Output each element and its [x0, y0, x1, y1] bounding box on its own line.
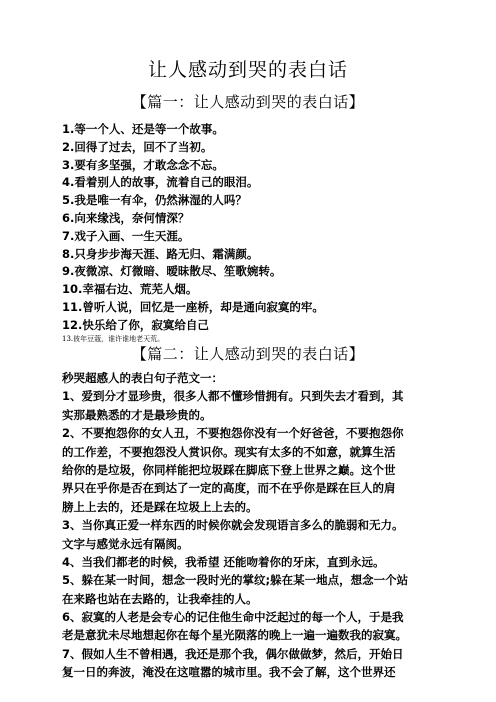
- body-line: 4、当我们都老的时候，我希望 还能吻着你的牙床，直到永远。: [62, 554, 385, 569]
- section-one-heading: 【篇一：让人感动到哭的表白话】: [131, 93, 365, 111]
- list-item: 9.夜微凉、灯微暗、暧昧散尽、笙歌婉转。: [62, 264, 282, 279]
- list-item: 6.向来缘浅，奈何情深？: [62, 210, 190, 225]
- body-line: 文字与感觉永远有隔阂。: [62, 536, 189, 551]
- list-item: 7.戏子入画、一生天涯。: [62, 228, 190, 243]
- body-line: 2、不要抱怨你的女人丑，不要抱怨你没有一个好爸爸，不要抱怨你: [62, 426, 404, 441]
- body-line: 老是意犹未尽地想起你在每个星光陨落的晚上一遍一遍数我的寂寞。: [62, 628, 407, 643]
- list-item: 11.曾听人说，回忆是一座桥，却是通向寂寞的牢。: [62, 299, 324, 314]
- body-line: 6、寂寞的人老是会专心的记住他生命中泛起过的每一个人，于是我: [62, 610, 404, 625]
- list-item: 1.等一个人、还是等一个故事。: [62, 122, 224, 136]
- list-item: 10.幸福右边、荒芜人烟。: [62, 282, 198, 297]
- section-one-note: 13.彼年豆蔻，谁许谁地老天荒。: [62, 335, 165, 343]
- section-two-body: [62, 369, 442, 682]
- body-line: 的工作差，不要抱怨没人赏识你。现实有太多的不如意，就算生活: [62, 444, 396, 459]
- body-line: 复一日的奔波，淹没在这喧嚣的城市里。我不会了解，这个世界还: [62, 665, 396, 680]
- body-line: 界只在乎你是否在到达了一定的高度，而不在乎你是踩在巨人的肩: [62, 481, 396, 496]
- body-line: 膀上上去的，还是踩在垃圾上上去的。: [62, 499, 258, 514]
- list-item: 2.回得了过去，回不了当初。: [62, 139, 213, 154]
- body-line: 7、假如人生不曾相遇，我还是那个我，偶尔做做梦，然后，开始日: [62, 646, 404, 661]
- document-title: 让人感动到哭的表白话: [147, 59, 348, 81]
- list-item: 4.看着别人的故事，流着自己的眼泪。: [62, 175, 259, 190]
- list-item: 12.快乐给了你，寂寞给自己: [62, 317, 209, 332]
- body-line: 给你的是垃圾，你同样能把垃圾踩在脚底下登上世界之巅。这个世: [62, 462, 396, 477]
- list-item: 5.我是唯一有伞，仍然淋湿的人吗？: [62, 193, 247, 208]
- section-two-heading: 【篇二：让人感动到哭的表白话】: [131, 345, 365, 363]
- body-line: 5、躲在某一时间，想念一段时光的掌纹;躲在某一地点，想念一个站: [62, 573, 409, 588]
- list-item: 3.要有多坚强，才敢念念不忘。: [62, 157, 224, 172]
- body-line: 在来路也站在去路的，让我牵挂的人。: [62, 591, 258, 606]
- list-item: 8.只身步步海天涯、路无归、霜满颜。: [62, 246, 259, 261]
- body-line: 秒哭超感人的表白句子范文一：: [62, 371, 223, 385]
- body-line: 3、当你真正爱一样东西的时候你就会发现语言多么的脆弱和无力。: [62, 518, 404, 533]
- body-line: 实那最熟悉的才是最珍贵的。: [62, 407, 212, 422]
- body-line: 1、爱到分才显珍贵，很多人都不懂珍惜拥有。只到失去才看到，其: [62, 389, 404, 404]
- section-one-list: [62, 121, 472, 335]
